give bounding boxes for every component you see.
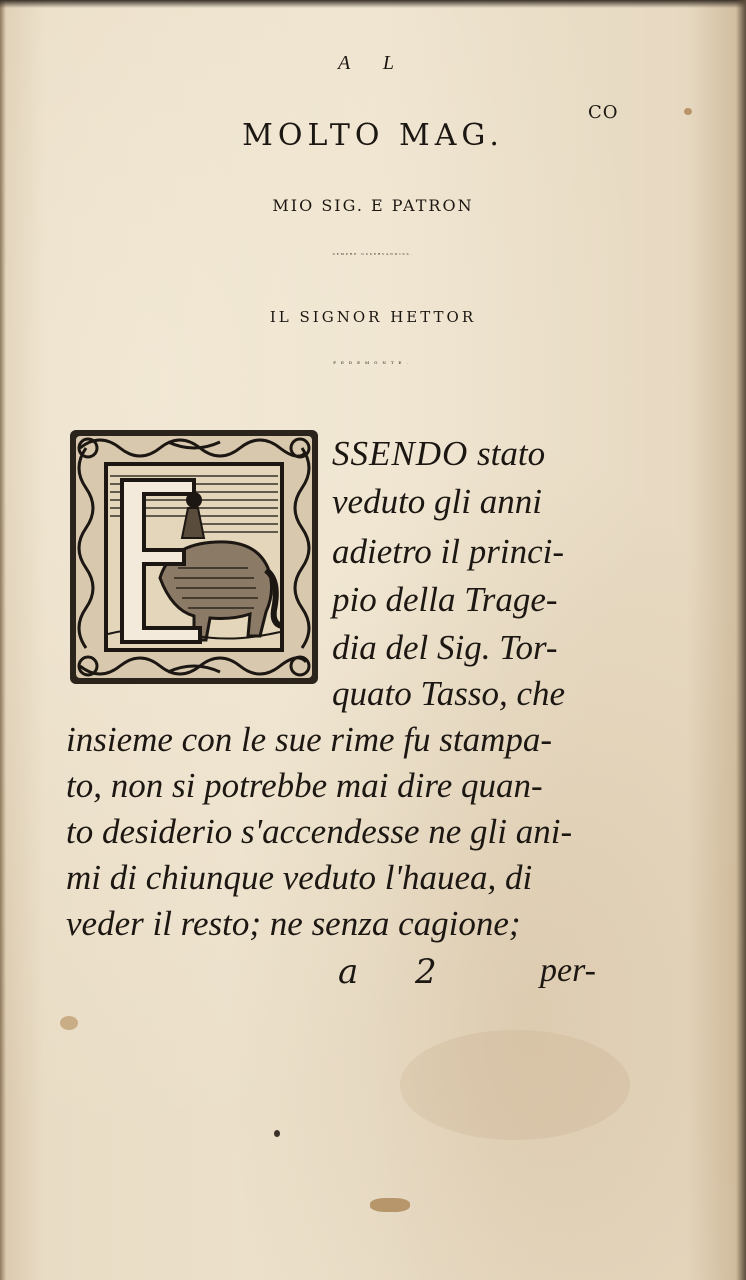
page-right-edge (736, 0, 746, 1280)
heading-sempre: SEMPRE OSSERVANDISS. (332, 252, 414, 256)
heading-pedemonte: PEDEMONTE. (333, 360, 413, 365)
first-word-caps: SSENDO (332, 434, 469, 473)
text-line-6: quato Tasso, che (332, 674, 566, 713)
signature-mark-a: a (338, 952, 359, 992)
page-left-edge (0, 0, 6, 1280)
heading-il-signor: IL SIGNOR HETTOR (269, 308, 477, 326)
foxing-spot (684, 108, 692, 115)
text-line-3: adietro il princi- (332, 532, 565, 571)
foxing-spot (274, 1130, 280, 1137)
page-top-edge (0, 0, 746, 8)
heading-al: A L (338, 52, 408, 74)
heading-mio-sig: MIO SIG. E PATRON (272, 196, 474, 215)
signature-mark-number: 2 (415, 952, 437, 992)
catchword: per- (540, 952, 596, 989)
text-line-1-rest: stato (477, 434, 546, 473)
heading-molto-mag: MOLTO MAG. (242, 118, 504, 153)
text-line-11: veder il resto; ne senza cagione; (66, 904, 521, 943)
text-line-10: mi di chiunque veduto l'hauea, di (66, 858, 533, 897)
text-line-7: insieme con le sue rime fu stampa- (66, 720, 553, 759)
heading-superscript-co: CO (588, 102, 619, 123)
text-line-8: to, non si potrebbe mai dire quan- (66, 766, 543, 805)
text-line-1 (332, 436, 545, 471)
foxing-spot (400, 1030, 630, 1140)
text-line-5: dia del Sig. Tor- (332, 628, 558, 667)
foxing-spot (370, 1198, 410, 1212)
text-line-9: to desiderio s'accendesse ne gli ani- (66, 812, 573, 851)
foxing-spot (60, 1016, 78, 1030)
text-line-2: veduto gli anni (332, 482, 542, 521)
ornamental-initial-e-with-elephant-and-rider (68, 428, 320, 686)
text-line-4: pio della Trage- (332, 580, 558, 619)
